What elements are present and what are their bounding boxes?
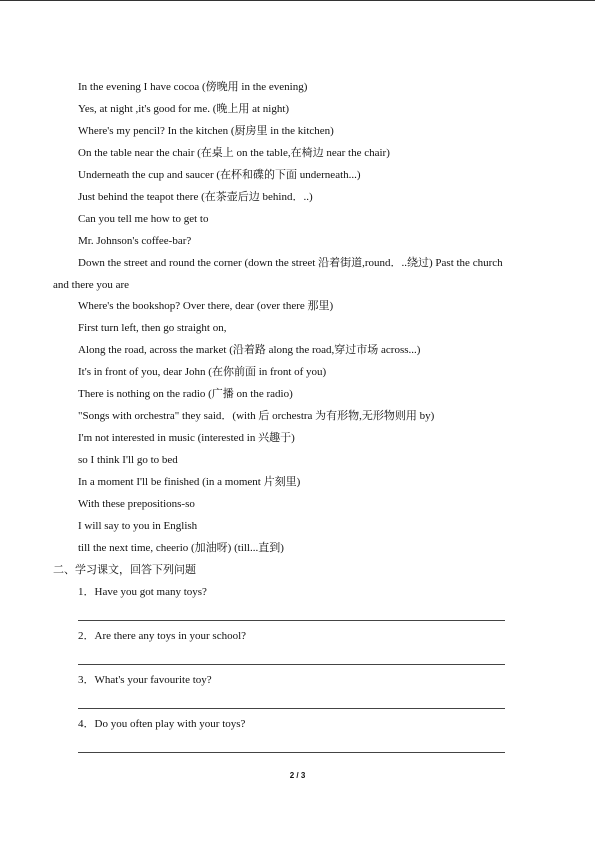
answer-line-1[interactable] [78, 620, 505, 621]
question-1: 1．Have you got many toys? [78, 586, 207, 598]
text-line: In the evening I have cocoa (傍晚用 in the evening) [78, 81, 308, 93]
answer-line-4[interactable] [78, 752, 505, 753]
text-line: There is nothing on the radio (广播 on the radio) [78, 388, 293, 400]
text-line: I'm not interested in music (interested in 兴趣于) [78, 432, 295, 444]
text-line: Where's the bookshop? Over there, dear (over there 那里) [78, 300, 334, 312]
text-line: "Songs with orchestra" they said．(with 后 orchestra 为有形物,无形物则用 by) [78, 410, 435, 422]
text-line: Yes, at night ,it's good for me. (晚上用 at night) [78, 103, 290, 115]
page-number: 2 / 3 [289, 771, 306, 780]
text-line: First turn left, then go straight on, [78, 322, 227, 334]
text-line-continuation: and there you are [53, 279, 130, 291]
question-3: 3．What's your favourite toy? [78, 674, 212, 686]
section-heading: 二、学习课文，回答下列问题 [53, 564, 196, 576]
text-line: Down the street and round the corner (down the street 沿着街道,round．..绕过) Past the church [78, 257, 503, 269]
answer-line-3[interactable] [78, 708, 505, 709]
question-4: 4．Do you often play with your toys? [78, 718, 246, 730]
text-line: Along the road, across the market (沿着路 along the road,穿过市场 across...) [78, 344, 421, 356]
page-top-border [0, 0, 595, 1]
text-line: Just behind the teapot there (在茶壶后边 behind．..) [78, 191, 313, 203]
text-line: It's in front of you, dear John (在你前面 in front of you) [78, 366, 327, 378]
text-line: Can you tell me how to get to [78, 213, 209, 225]
text-line: Where's my pencil? In the kitchen (厨房里 in the kitchen) [78, 125, 334, 137]
text-line: With these prepositions-so [78, 498, 195, 510]
question-2: 2．Are there any toys in your school? [78, 630, 247, 642]
text-line: Underneath the cup and saucer (在杯和碟的下面 underneath...) [78, 169, 361, 181]
text-line: I will say to you in English [78, 520, 198, 532]
answer-line-2[interactable] [78, 664, 505, 665]
text-line: Mr. Johnson's coffee-bar? [78, 235, 192, 247]
text-line: so I think I'll go to bed [78, 454, 178, 466]
text-line: In a moment I'll be finished (in a moment 片刻里) [78, 476, 301, 488]
text-line: On the table near the chair (在桌上 on the table,在椅边 near the chair) [78, 147, 390, 159]
text-line: till the next time, cheerio (加油呀) (till...直到) [78, 542, 284, 554]
